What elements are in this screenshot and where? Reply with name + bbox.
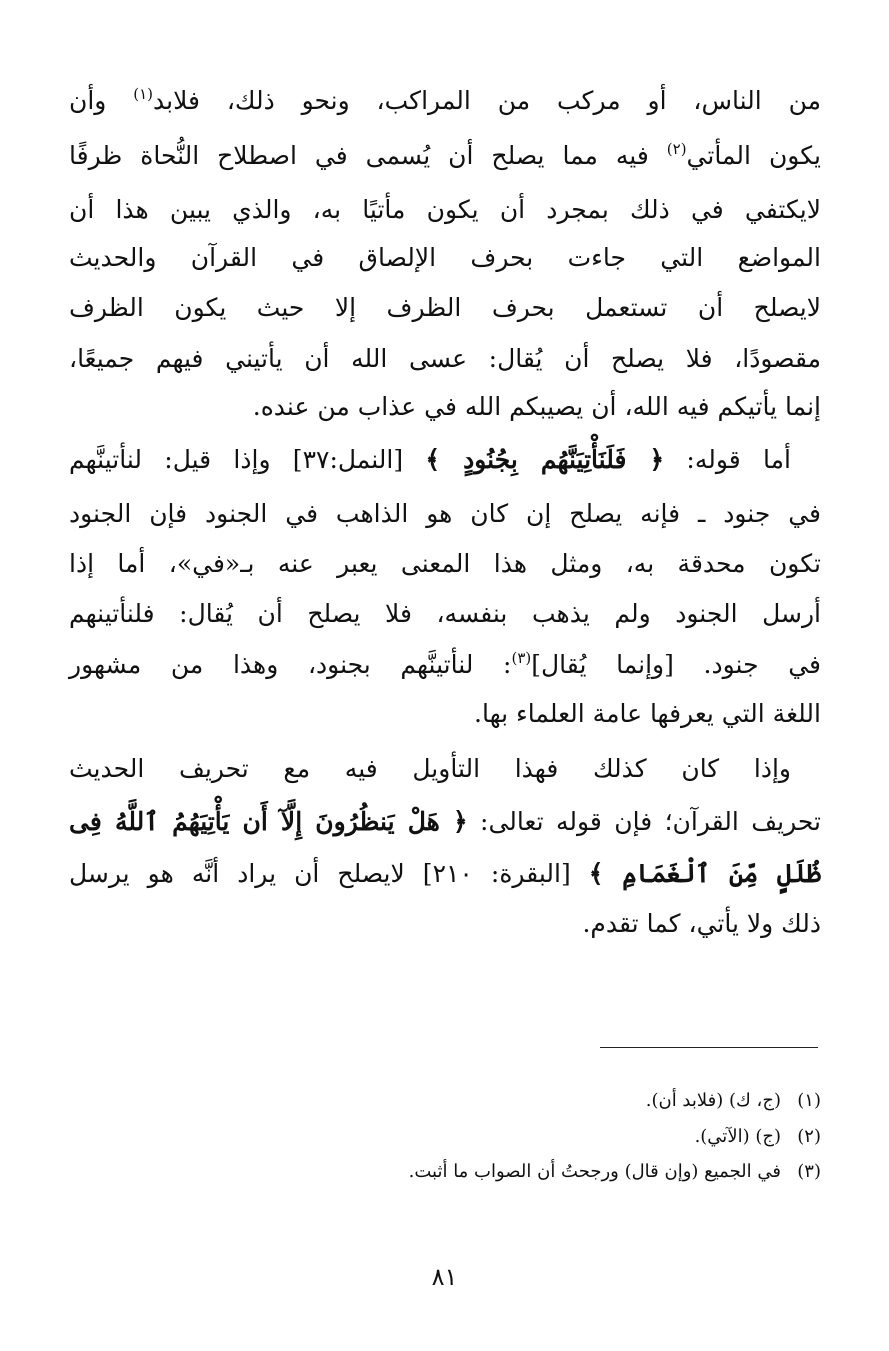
body-line: المواضع التي جاءت بحرف الإلصاق في القرآن والحديث (69, 243, 821, 272)
body-line: في جنود. [وإنما يُقال]$^{(٣)}$: لنأتينَّهم بجنود، وهذا من مشهور (69, 649, 821, 679)
body-line: تكون محدقة به، ومثل هذا المعنى يعبر عنه بـ«في»، أما إذا (69, 549, 821, 578)
body-line: اللغة التي يعرفها عامة العلماء بها. (474, 699, 821, 728)
footnote-marker: (٢) (666, 140, 687, 158)
page-number: ٨١ (431, 1263, 458, 1291)
body-line: لايصلح أن تستعمل بحرف الظرف إلا حيث يكون الظرف (69, 293, 821, 322)
body-line: من الناس، أو مركب من المراكب، ونحو ذلك، فلابد$^{(١)}$ وأن (69, 85, 821, 115)
quran-verse: ﴿ هَلْ يَنظُرُونَ إِلَّآ أَن يَأْتِيَهُمُ ٱللَّهُ فِى (69, 807, 468, 836)
footnote-text: (ج، ك) (فلابد أن). (645, 1090, 781, 1111)
footnote-marker: (٣) (511, 649, 532, 667)
body-line: لايكتفي في ذلك بمجرد أن يكون مأتيًا به، والذي يبين هذا أن (69, 195, 821, 224)
quran-verse: ظُلَلٍ مِّنَ ٱلْغَمَامِ ﴾ (588, 859, 822, 888)
footnote-marker: (١) (133, 85, 154, 103)
body-line: في جنود ـ فإنه يصلح إن كان هو الذاهب في الجنود فإن الجنود (69, 499, 821, 528)
footnote-number: (٣) (797, 1161, 821, 1182)
body-line: إنما يأتيكم فيه الله، أن يصيبكم الله في عذاب من عنده. (252, 392, 821, 421)
body-line: يكون المأتي$^{(٢)}$ فيه مما يصلح أن يُسمى في اصطلاح النُّحاة ظرفًا (69, 140, 821, 170)
footnote-text: (ج) (الآتي). (694, 1126, 781, 1147)
body-line: أما قوله: ﴿ فَلَنَأْتِيَنَّهُم بِجُنُودٍ ﴾ [النمل:٣٧] وإذا قيل: لنأتينَّهم (69, 445, 791, 474)
body-line: ظُلَلٍ مِّنَ ٱلْغَمَامِ ﴾ [البقرة: ٢١٠] لايصلح أن يراد أنَّه هو يرسل (69, 859, 822, 888)
footnote (69, 1122, 821, 1152)
footnote-number: (١) (797, 1090, 821, 1111)
quran-verse: ﴿ فَلَنَأْتِيَنَّهُم بِجُنُودٍ ﴾ (425, 445, 665, 474)
footnote (69, 1086, 821, 1116)
body-line: وإذا كان كذلك فهذا التأويل فيه مع تحريف الحديث (69, 754, 791, 783)
footnote-text: في الجميع (وإن قال) ورجحتُ أن الصواب ما أثبت. (408, 1161, 781, 1182)
body-line: مقصودًا، فلا يصلح أن يُقال: عسى الله أن يأتيني فيهم جميعًا، (69, 344, 821, 373)
body-line: أرسل الجنود ولم يذهب بنفسه، فلا يصلح أن يُقال: فلنأتينهم (69, 599, 821, 628)
body-line: تحريف القرآن؛ فإن قوله تعالى: ﴿ هَلْ يَنظُرُونَ إِلَّآ أَن يَأْتِيَهُمُ ٱللَّهُ فِى (69, 807, 821, 836)
footnote-number: (٢) (797, 1126, 821, 1147)
body-line: ذلك ولا يأتي، كما تقدم. (582, 909, 821, 938)
footnote (69, 1157, 821, 1187)
footnote-separator (600, 1047, 818, 1048)
